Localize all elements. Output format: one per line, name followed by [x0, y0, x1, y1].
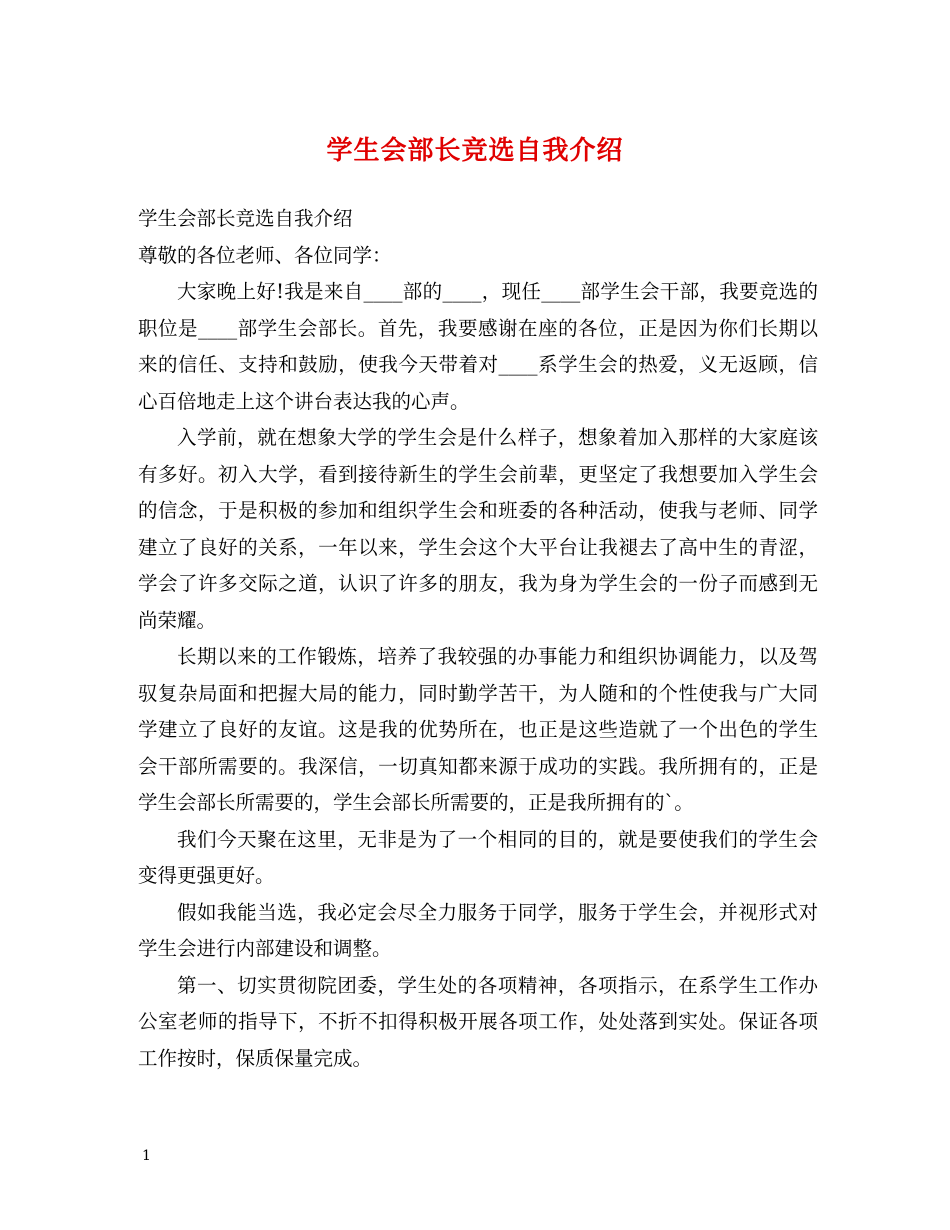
paragraph-1: 大家晚上好!我是来自____部的____，现任____部学生会干部，我要竞选的职位是____部学生会部长。首先，我要感谢在座的各位，正是因为你们长期以来的信任、支持和鼓励，使我今天带着对____系学生会的热爱，义无返顾，信心百倍地走上这个讲台表达我的心声。: [138, 280, 818, 413]
paragraph-3: 长期以来的工作锻炼，培养了我较强的办事能力和组织协调能力，以及驾驭复杂局面和把握大局的能力，同时勤学苦干，为人随和的个性使我与广大同学建立了良好的友谊。这是我的优势所在，也正是这些造就了一个出色的学生会干部所需要的。我深信，一切真知都来源于成功的实践。我所拥有的，正是学生会部长所需要的，学生会部长所需要的，正是我所拥有的`。: [138, 645, 818, 814]
document-subtitle: 学生会部长竞选自我介绍: [138, 207, 353, 230]
paragraph-5: 假如我能当选，我必定会尽全力服务于同学，服务于学生会，并视形式对学生会进行内部建设和调整。: [138, 900, 818, 960]
paragraph-6: 第一、切实贯彻院团委，学生处的各项精神，各项指示，在系学生工作办公室老师的指导下，不折不扣得积极开展各项工作，处处落到实处。保证各项工作按时，保质保量完成。: [138, 973, 818, 1070]
salutation: 尊敬的各位老师、各位同学：: [138, 243, 392, 267]
paragraph-4: 我们今天聚在这里，无非是为了一个相同的目的，就是要使我们的学生会变得更强更好。: [138, 827, 818, 887]
paragraph-2: 入学前，就在想象大学的学生会是什么样子，想象着加入那样的大家庭该有多好。初入大学，看到接待新生的学生会前辈，更坚定了我想要加入学生会的信念，于是积极的参加和组织学生会和班委的各种活动，使我与老师、同学建立了良好的关系，一年以来，学生会这个大平台让我褪去了高中生的青涩，学会了许多交际之道，认识了许多的朋友，我为身为学生会的一份子而感到无尚荣耀。: [138, 426, 818, 632]
document-body: [138, 201, 818, 1077]
page-number: 1: [142, 1148, 151, 1164]
document-title: 学生会部长竞选自我介绍: [326, 136, 624, 166]
